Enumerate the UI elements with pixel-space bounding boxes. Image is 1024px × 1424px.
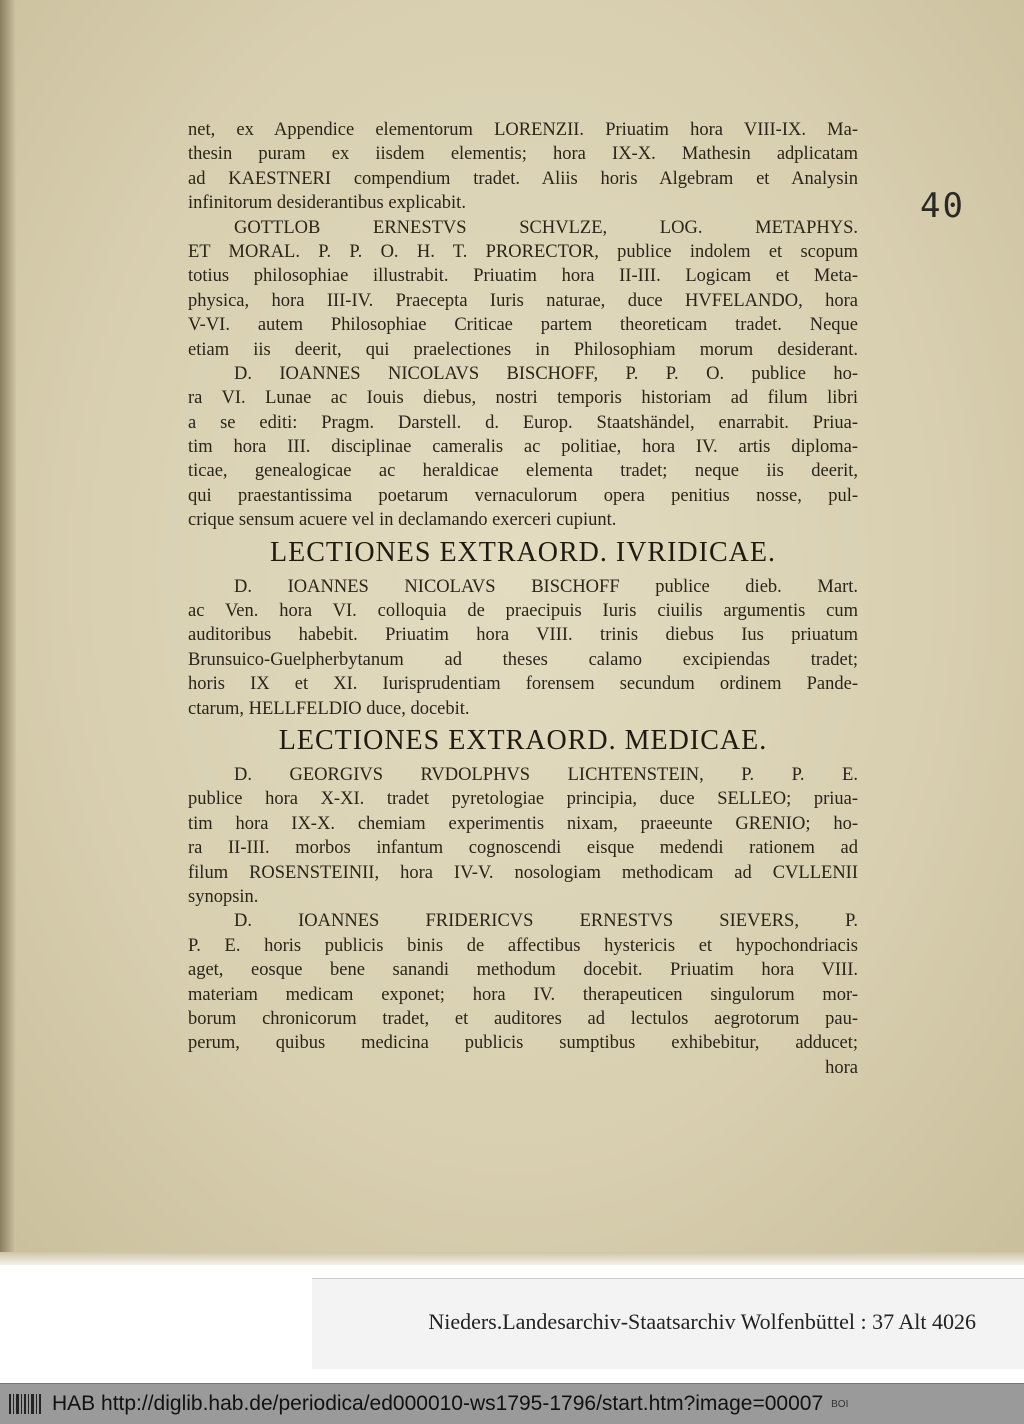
text-line: net, ex Appendice elementorum LORENZII. Priuatim hora VIII-IX. Ma- <box>188 120 858 140</box>
text-line: D. IOANNES NICOLAVS BISCHOFF publice dieb. Mart. <box>234 576 858 597</box>
text-line: qui praestantissima poetarum vernaculorum opera penitius nosse, pul- <box>188 485 858 506</box>
text-line: infinitorum desiderantibus explicabit. <box>188 193 466 214</box>
text-line: a se editi: Pragm. Darstell. d. Europ. Staatshändel, enarrabit. Priua- <box>188 412 858 433</box>
text-line: ra II-III. morbos infantum cognoscendi eisque medendi rationem ad <box>188 838 858 859</box>
text-line: tim hora IX-X. chemiam experimentis nixam, praeeunte GRENIO; ho- <box>188 813 858 834</box>
text-line: Brunsuico-Guelpherbytanum ad theses calamo excipiendas tradet; <box>188 649 858 670</box>
bischoff-paragraph <box>188 362 858 533</box>
footer-mark: BOI <box>831 1398 849 1410</box>
lichtenstein-paragraph <box>188 763 858 909</box>
sievers-paragraph <box>188 909 858 1080</box>
intro-paragraph <box>188 118 858 216</box>
archive-label-text: Nieders.Landesarchiv-Staatsarchiv Wolfenbüttel : 37 Alt 4026 <box>428 1309 976 1334</box>
section-heading-iuridicae: LECTIONES EXTRAORD. IVRIDICAE. <box>270 536 776 568</box>
text-line: filum ROSENSTEINII, hora IV-V. nosologiam methodicam ad CVLLENII <box>188 862 858 883</box>
text-line: synopsin. <box>188 886 259 907</box>
footer-bar <box>0 1383 1024 1424</box>
text-line: horis IX et XI. Iurisprudentiam forensem secundum ordinem Pande- <box>188 674 858 695</box>
text-line: GOTTLOB ERNESTVS SCHVLZE, LOG. METAPHYS. <box>234 217 858 238</box>
text-line: materiam medicam exponet; hora IV. therapeuticen singulorum mor- <box>188 984 858 1005</box>
text-line: perum, quibus medicina publicis sumptibus exhibebitur, adducet; <box>188 1033 858 1054</box>
iuridicae-paragraph <box>188 575 858 721</box>
text-line: D. GEORGIVS RVDOLPHVS LICHTENSTEIN, P. P. E. <box>234 764 858 785</box>
page-number: 40 <box>920 186 965 226</box>
text-line: ad KAESTNERI compendium tradet. Aliis horis Algebram et Analysin <box>188 168 858 189</box>
text-line: D. IOANNES FRIDERICVS ERNESTVS SIEVERS, P. <box>234 911 858 932</box>
text-line: ticae, genealogicae ac heraldicae elementa tradet; neque iis deerit, <box>188 461 858 482</box>
body-text <box>188 118 858 1080</box>
text-line: etiam iis deerit, qui praelectiones in Philosophiam morum desiderant. <box>188 339 858 360</box>
text-line: V-VI. autem Philosophiae Criticae partem theoreticam tradet. Neque <box>188 315 858 336</box>
text-line: D. IOANNES NICOLAVS BISCHOFF, P. P. O. publice ho- <box>234 363 858 384</box>
barcode-logo-icon <box>8 1392 44 1416</box>
footer-prefix: HAB <box>52 1392 96 1415</box>
text-line: auditoribus habebit. Priuatim hora VIII. trinis diebus Ius priuatum <box>188 625 858 646</box>
text-line: ET MORAL. P. P. O. H. T. PRORECTOR, publice indolem et scopum <box>188 241 858 262</box>
section-heading-medicae: LECTIONES EXTRAORD. MEDICAE. <box>278 724 768 756</box>
archive-label <box>312 1278 1024 1369</box>
catchword: hora <box>825 1057 858 1078</box>
schulze-paragraph <box>188 216 858 362</box>
text-line: P. E. horis publicis binis de affectibus hystericis et hypochondriacis <box>188 935 858 956</box>
page-binding-shadow <box>0 0 16 1265</box>
text-line: physica, hora III-IV. Praecepta Iuris naturae, duce HVFELANDO, hora <box>188 290 858 311</box>
page-bottom-edge <box>0 1252 1024 1265</box>
text-line: publice hora X-XI. tradet pyretologiae principia, duce SELLEO; priua- <box>188 789 858 810</box>
footer-url-link[interactable]: http://diglib.hab.de/periodica/ed000010-ws1795-1796/start.htm?image=00007 <box>101 1392 824 1415</box>
text-line: totius philosophiae illustrabit. Priuatim hora II-III. Logicam et Meta- <box>188 266 858 287</box>
text-line: crique sensum acuere vel in declamando exerceri cupiunt. <box>188 510 617 531</box>
text-line: tim hora III. disciplinae cameralis ac politiae, hora IV. artis diploma- <box>188 437 858 458</box>
text-line: ac Ven. hora VI. colloquia de praecipuis Iuris ciuilis argumentis cum <box>188 601 858 622</box>
text-line: aget, eosque bene sanandi methodum docebit. Priuatim hora VIII. <box>188 960 858 981</box>
text-line: thesin puram ex iisdem elementis; hora IX-X. Mathesin adplicatam <box>188 144 858 165</box>
text-line: ra VI. Lunae ac Iouis diebus, nostri temporis historiam ad filum libri <box>188 388 858 409</box>
text-line: borum chronicorum tradet, et auditores ad lectulos aegrotorum pau- <box>188 1008 858 1029</box>
text-line: ctarum, HELLFELDIO duce, docebit. <box>188 698 470 719</box>
